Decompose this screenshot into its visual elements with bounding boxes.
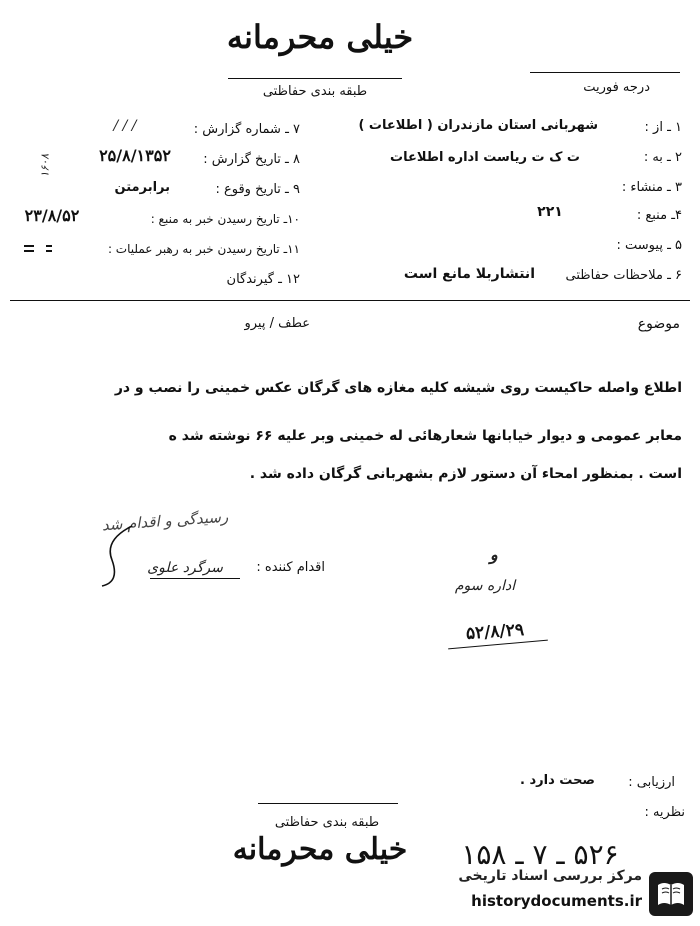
bottom-classification-title: خیلی محرمانه [232, 832, 408, 867]
event-date-value: برابرمتن [114, 180, 170, 195]
archive-note: اداره سوم [454, 578, 516, 594]
subject-label: موضوع [637, 316, 680, 332]
recipients-label: ۱۲ ـ گیرندگان [226, 272, 300, 287]
notes-label: ۶ ـ ملاحظات حفاظتی [565, 268, 682, 283]
archive-number: ۵۲/۸/۲۹ [465, 619, 525, 645]
reference-label: عطف / پیرو [244, 316, 310, 331]
source-receipt-value: ۲۳/۸/۵۲ [24, 206, 80, 225]
document-code: ۵۲۶ ـ ۷ ـ ۱۵۸ [461, 838, 619, 871]
report-date-label: ۸ ـ تاریخ گزارش : [203, 152, 300, 167]
report-number-label: ۷ ـ شماره گزارش : [193, 122, 300, 137]
executor-label: اقدام کننده : [256, 560, 325, 575]
event-date-label: ۹ ـ تاریخ وقوع : [215, 182, 300, 197]
classification-label-bottom: طبقه بندی حفاظتی [274, 815, 380, 830]
attachment-label: ۵ ـ پیوست : [616, 238, 682, 253]
source-receipt-label: ۱۰ـ تاریخ رسیدن خبر به منبع : [150, 212, 300, 226]
margin-note: ۱۶۰۸ [38, 153, 52, 178]
ops-receipt-label: ۱۱ـ تاریخ رسیدن خبر به رهبر عملیات : [107, 242, 300, 256]
ops-receipt-marks [24, 243, 54, 255]
origin-label: ۳ ـ منشاء : [621, 180, 682, 195]
body-line-2: معابر عمومی و دیوار خیابانها شعارهائی له خمینی وبر علیه ۶۶ نوشته شد ه [168, 428, 682, 444]
handwritten-note-top: رسیدگی و اقدام شد [101, 507, 229, 535]
watermark-site-name: مرکز بررسی اسناد تاریخی [458, 868, 642, 884]
report-date-value: ۲۵/۸/۱۳۵۲ [99, 146, 171, 165]
body-line-3: است . بمنظور امحاء آن دستور لازم بشهربانی گرگان داده شد . [249, 466, 682, 482]
watermark-logo-icon [648, 871, 694, 917]
evaluation-value: صحت دارد . [520, 773, 595, 788]
source-value: ۲۲۱ [537, 204, 563, 220]
handwritten-mark: و [490, 545, 498, 564]
body-line-1: اطلاع واصله حاکیست روی شیشه کلیه مغازه های گرگان عکس خمینی را نصب و در [114, 380, 682, 396]
evaluation-label: ارزیابی : [628, 775, 675, 790]
to-label: ۲ ـ به : [643, 150, 682, 165]
to-value: ت ک ت ریاست اداره اطلاعات [390, 150, 580, 165]
notes-value: انتشاربلا مانع است [403, 266, 535, 282]
executor-underline [150, 578, 240, 579]
report-number-value: / / / [113, 118, 137, 134]
watermark [428, 866, 696, 922]
divider-right-header [530, 72, 680, 73]
opinion-label: نظریه : [644, 805, 685, 820]
executor-name: سرگرد علوی [147, 560, 223, 576]
source-label: ۴ـ منبع : [636, 208, 682, 223]
footer-divider [258, 803, 398, 804]
urgency-label: درجه فوریت [583, 80, 650, 95]
top-classification-title: خیلی محرمانه [226, 18, 414, 56]
from-label: ۱ ـ از : [644, 120, 682, 135]
watermark-site-url: historydocuments.ir [471, 892, 642, 910]
from-value: شهربانی استان مازندران ( اطلاعات ) [358, 118, 598, 133]
divider-left-header [228, 78, 402, 79]
executor-bracket [96, 520, 136, 590]
subject-top-divider [10, 300, 690, 301]
classification-label-top: طبقه بندی حفاظتی [262, 84, 368, 99]
